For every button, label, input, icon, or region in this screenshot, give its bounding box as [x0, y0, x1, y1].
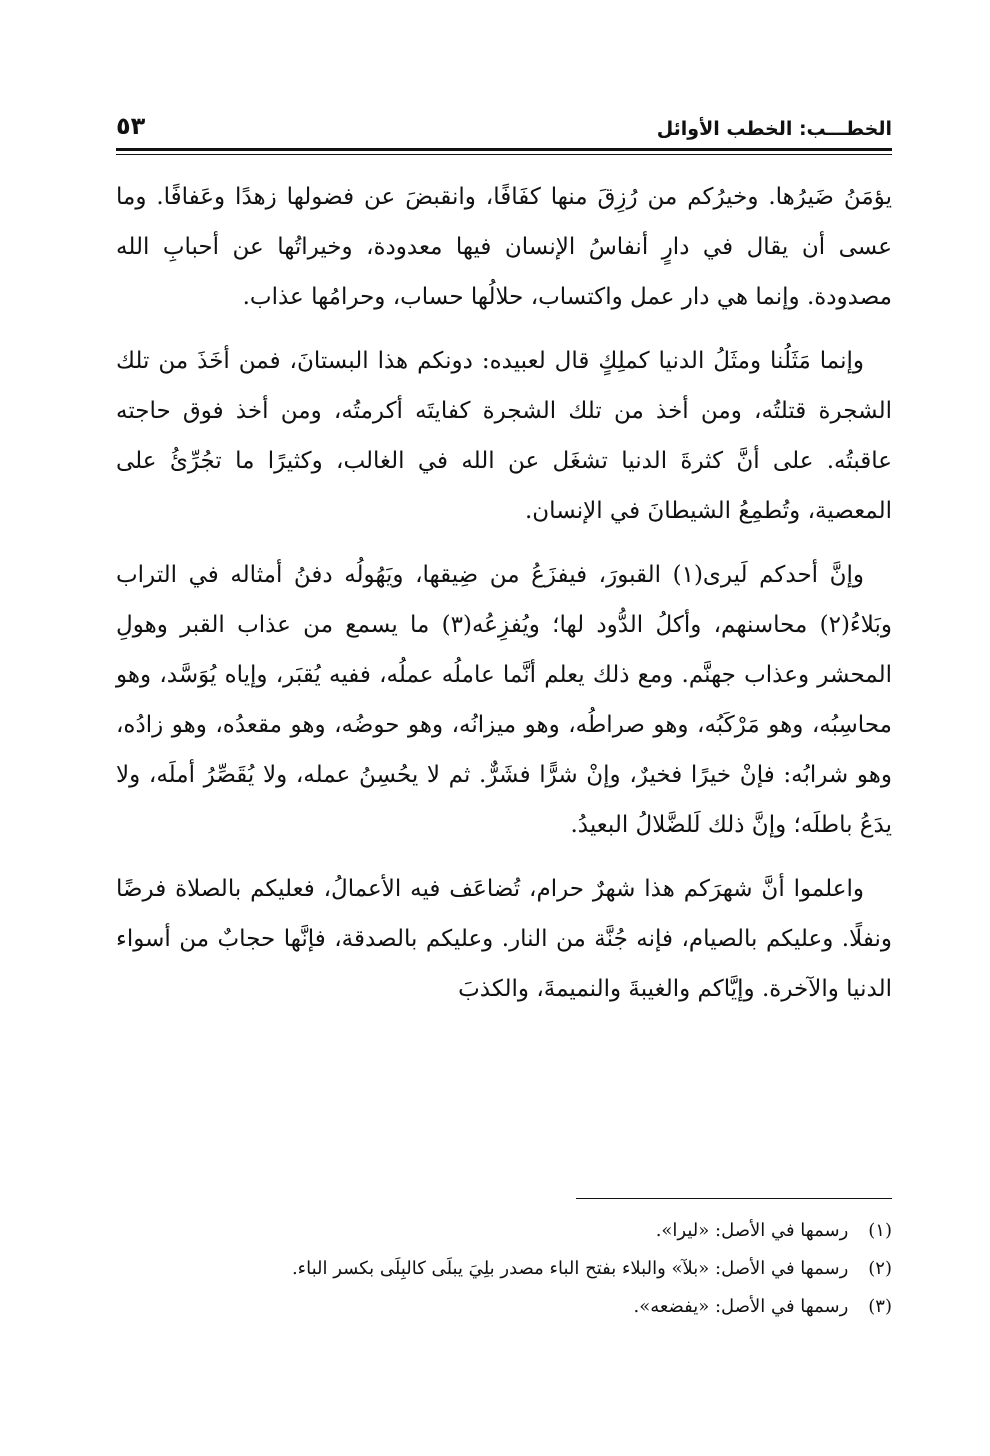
footnote-2 [116, 1250, 892, 1288]
paragraph-2: وإنما مَثَلُنا ومثَلُ الدنيا كملِكٍ قال لعبيده: دونكم هذا البستانَ، فمن أخَذَ من تلك الشجرة قتلتُه، ومن أخذ من تلك الشجرة كفايتَه أكرمتُه، ومن أخذ فوق حاجته عاقبتُه. على أنَّ كثرةَ الدنيا تشغَل عن الله في الغالب، وكثيرًا ما تجُرِّئُ على المعصية، وتُطمِعُ الشيطانَ في الإنسان. [116, 348, 892, 524]
paragraph-1: يؤمَنُ ضَيرُها. وخيرُكم من رُزِقَ منها كفَافًا، وانقبضَ عن فضولها زهدًا وعَفافًا. وما عسى أن يقال في دارٍ أنفاسُ الإنسان فيها معدودة، وخيراتُها عن أحبابِ الله مصدودة. وإنما هي دار عمل واكتساب، حلالُها حساب، وحرامُها عذاب. [116, 184, 892, 310]
footnote-3 [116, 1288, 892, 1326]
footnote-number: (١) [868, 1220, 892, 1241]
page-number: ٥٣ [116, 112, 146, 140]
footnote-text: رسمها في الأصل: «يفضعه». [633, 1296, 849, 1317]
footnote-text: رسمها في الأصل: «بلآ» والبلاء بفتح الباء مصدر بلِيَ يبلَى كالبِلَى بكسر الباء. [291, 1258, 849, 1279]
running-title: الخطـــب: الخطب الأوائل [656, 118, 892, 140]
main-text [116, 172, 892, 1028]
footnote-1 [116, 1212, 892, 1250]
footnote-number: (٣) [868, 1296, 892, 1317]
footnotes [116, 1212, 892, 1326]
footnote-separator [576, 1198, 892, 1199]
paragraph-3: وإنَّ أحدكم لَيرى(١) القبورَ، فيفزَعُ من ضِيقها، ويَهُولُه دفنُ أمثاله في التراب وبَلاءُ(٢) محاسنهم، وأكلُ الدُّود لها؛ ويُفزِعُه(٣) ما يسمع من عذاب القبر وهولِ المحشر وعذاب جهنَّم. ومع ذلك يعلم أنَّما عاملُه عملُه، ففيه يُقبَر، وإياه يُوَسَّد، وهو محاسِبُه، وهو مَرْكَبُه، وهو صراطُه، وهو ميزانُه، وهو حوضُه، وهو مقعدُه، وهو زادُه، وهو شرابُه: فإنْ خيرًا فخيرٌ، وإنْ شرًّا فشَرٌّ. ثم لا يحُسِنُ عمله، ولا يُقَصِّرُ أملَه، ولا يدَعُ باطلَه؛ وإنَّ ذلك لَلضَّلالُ البعيدُ. [116, 562, 892, 838]
footnote-number: (٢) [868, 1258, 892, 1279]
header-rule-thick [116, 148, 892, 151]
footnote-text: رسمها في الأصل: «ليرا». [655, 1220, 849, 1241]
header-rule-thin [116, 154, 892, 155]
paragraph-4: واعلموا أنَّ شهرَكم هذا شهرٌ حرام، تُضاعَف فيه الأعمالُ، فعليكم بالصلاة فرضًا ونفلًا. وعليكم بالصيام، فإنه جُنَّة من النار. وعليكم بالصدقة، فإنَّها حجابٌ من أسواء الدنيا والآخرة. وإيَّاكم والغيبةَ والنميمةَ، والكذبَ [116, 876, 892, 1002]
page-header [116, 110, 892, 152]
